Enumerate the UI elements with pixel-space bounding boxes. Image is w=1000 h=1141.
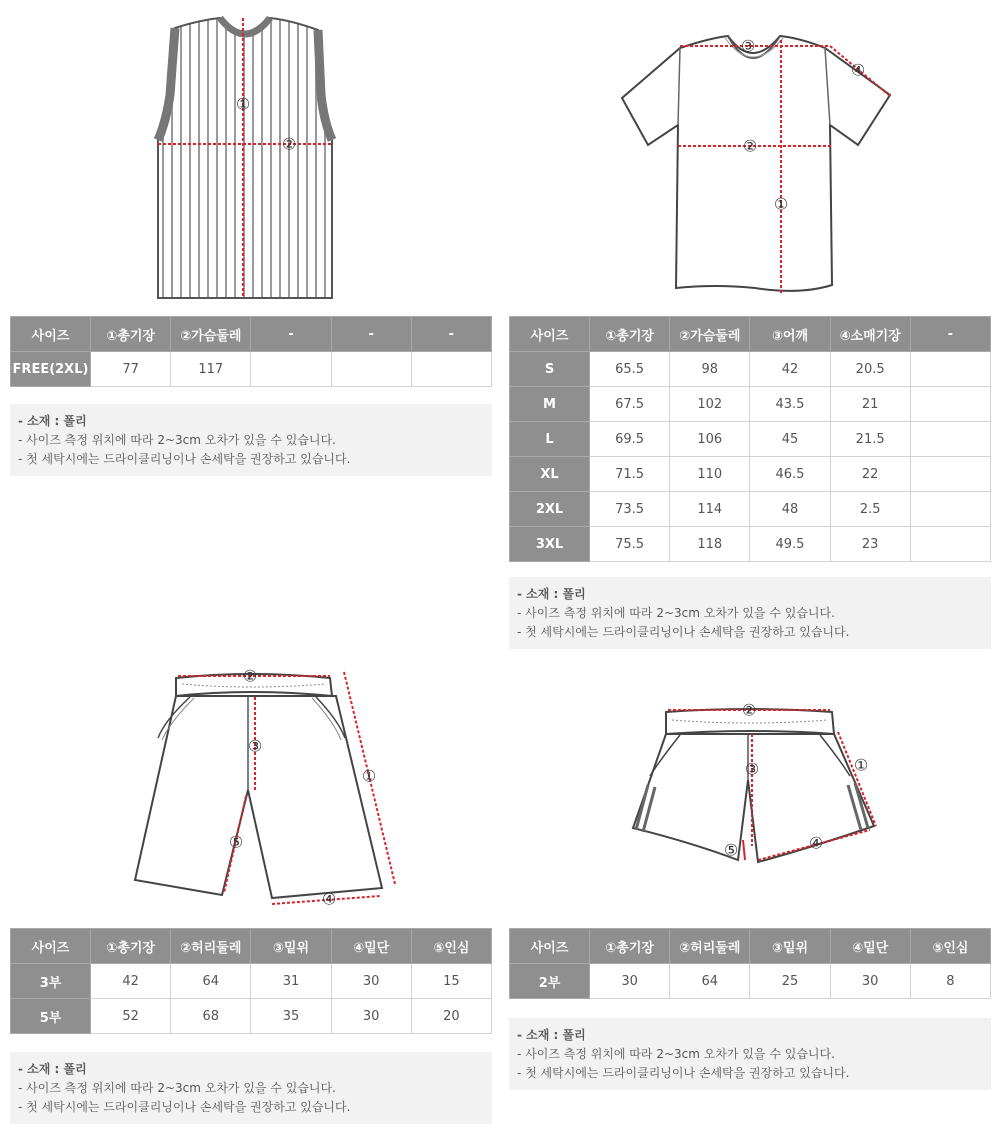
table-row: FREE(2XL) 77 117 [11, 352, 492, 387]
svg-text:①: ① [773, 194, 789, 214]
care-notes-short-shorts: - 소재 : 폴리 - 사이즈 측정 위치에 따라 2~3cm 오차가 있을 수 있습니다. - 첫 세탁시에는 드라이클리닝이나 손세탁을 권장하고 있습니다. [509, 1018, 991, 1090]
table-row: 2부 30 64 25 30 8 [510, 964, 991, 999]
table-header-row: 사이즈 ①총기장 ②가슴둘레 - - - [11, 317, 492, 352]
sleeveless-top-illustration [150, 10, 340, 302]
table-header-row: 사이즈 ①총기장 ②허리둘레 ③밑위 ④밑단 ⑤인심 [11, 929, 492, 964]
table-row: 3XL 75.5 118 49.5 23 [510, 527, 991, 562]
svg-text:②: ② [242, 666, 258, 686]
svg-text:②: ② [742, 136, 758, 156]
table-header-row: 사이즈 ①총기장 ②가슴둘레 ③어깨 ④소매기장 - [510, 317, 991, 352]
size-table-short-shorts [509, 928, 991, 999]
svg-text:⑤: ⑤ [228, 832, 244, 852]
short-shorts-illustration [625, 695, 895, 870]
table-header-row: 사이즈 ①총기장 ②허리둘레 ③밑위 ④밑단 ⑤인심 [510, 929, 991, 964]
svg-text:③: ③ [744, 759, 760, 779]
svg-text:⑤: ⑤ [723, 840, 739, 860]
svg-text:③: ③ [740, 36, 756, 56]
svg-text:④: ④ [850, 60, 866, 80]
care-notes-sleeveless: - 소재 : 폴리 - 사이즈 측정 위치에 따라 2~3cm 오차가 있을 수 있습니다. - 첫 세탁시에는 드라이클리닝이나 손세탁을 권장하고 있습니다. [10, 404, 492, 476]
table-row: XL 71.5 110 46.5 22 [510, 457, 991, 492]
marker-1: ① [235, 94, 251, 114]
svg-text:①: ① [853, 755, 869, 775]
svg-text:②: ② [741, 700, 757, 720]
care-notes-tshirt: - 소재 : 폴리 - 사이즈 측정 위치에 따라 2~3cm 오차가 있을 수 있습니다. - 첫 세탁시에는 드라이클리닝이나 손세탁을 권장하고 있습니다. [509, 577, 991, 649]
svg-text:①: ① [361, 766, 377, 786]
size-table-long-shorts [10, 928, 492, 1034]
size-table-sleeveless [10, 316, 492, 387]
long-shorts-illustration [130, 660, 410, 910]
marker-2: ② [281, 134, 297, 154]
table-row: L 69.5 106 45 21.5 [510, 422, 991, 457]
svg-text:④: ④ [808, 833, 824, 853]
table-row: 5부 52 68 35 30 20 [11, 999, 492, 1034]
svg-text:③: ③ [247, 736, 263, 756]
care-notes-long-shorts: - 소재 : 폴리 - 사이즈 측정 위치에 따라 2~3cm 오차가 있을 수 있습니다. - 첫 세탁시에는 드라이클리닝이나 손세탁을 권장하고 있습니다. [10, 1052, 492, 1124]
table-row: M 67.5 102 43.5 21 [510, 387, 991, 422]
tshirt-illustration [615, 20, 895, 302]
svg-text:④: ④ [321, 889, 337, 909]
table-row: S 65.5 98 42 20.5 [510, 352, 991, 387]
table-row: 2XL 73.5 114 48 2.5 [510, 492, 991, 527]
table-row: 3부 42 64 31 30 15 [11, 964, 492, 999]
size-table-tshirt [509, 316, 991, 562]
